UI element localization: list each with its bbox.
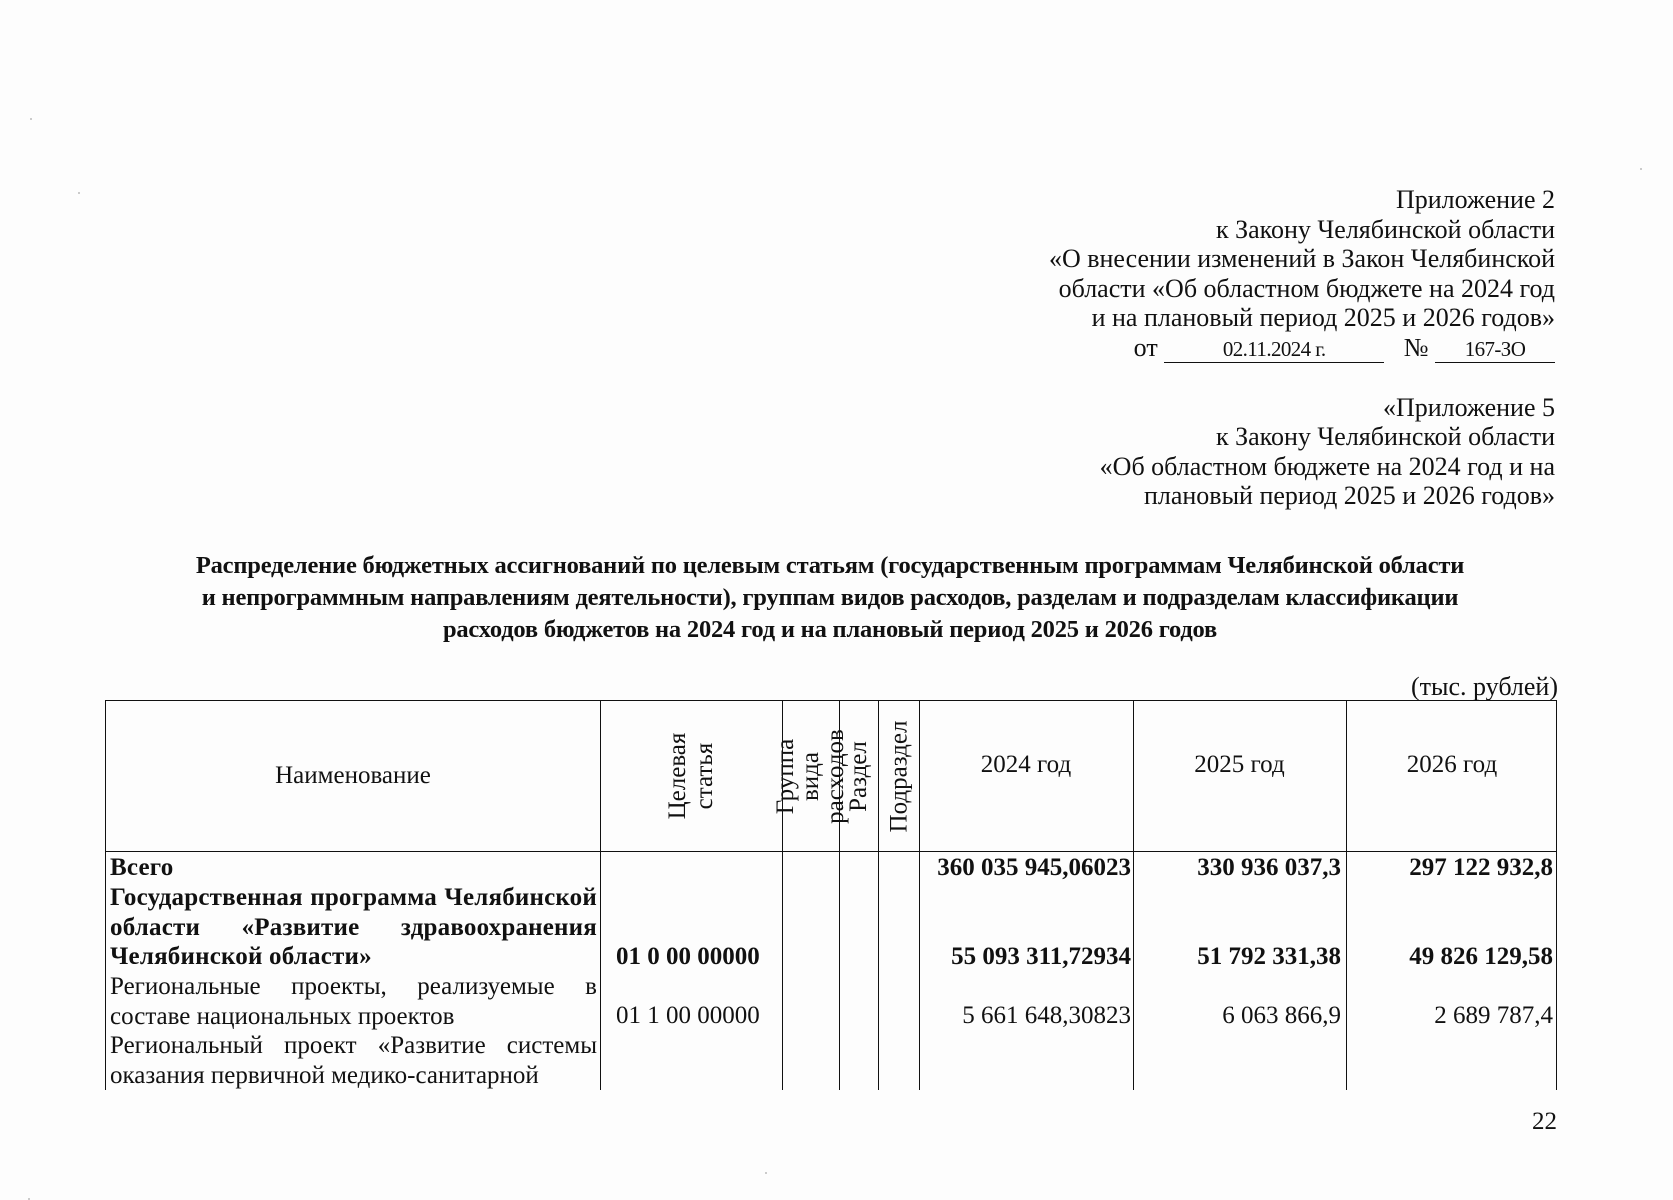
number-prefix: № — [1403, 332, 1429, 362]
document-title — [110, 550, 1550, 646]
row-total-2024: 360 035 945,06023 — [937, 854, 1131, 881]
column-header-2026: 2026 год — [1406, 751, 1498, 778]
header-line: «О внесении изменений в Закон Челябинской — [1048, 244, 1555, 273]
column-header-name: Наименование — [275, 762, 431, 789]
header-line: Приложение 2 — [1395, 185, 1555, 214]
column-header-2025: 2025 год — [1194, 751, 1285, 778]
column-header-subsection: Подраздел — [885, 720, 912, 832]
budget-table — [105, 700, 1557, 1090]
header-line: к Закону Челябинской области — [1215, 214, 1555, 244]
row-name-health-program: Государственная программа Челябинской области «Развитие здравоохранения Челябинской области» — [110, 884, 597, 970]
row-health-program-code: 01 0 00 00000 — [616, 943, 760, 970]
scan-speck — [30, 118, 32, 120]
header-line: и на плановый период 2025 и 2026 годов» — [1091, 303, 1555, 332]
appendix-line: плановый период 2025 и 2026 годов» — [1143, 481, 1555, 510]
column-header-expense-group: Группа вида расходов — [772, 728, 849, 824]
row-name-regional-projects: Региональные проекты, реализуемые в составе национальных проектов — [110, 973, 597, 1030]
law-date: 02.11.2024 г. — [1164, 336, 1384, 363]
row-name-total: Всего — [110, 854, 174, 881]
scan-speck — [78, 192, 80, 194]
law-date-line — [835, 333, 1555, 363]
column-header-2024: 2024 год — [980, 751, 1072, 778]
row-total-2026: 297 122 932,8 — [1409, 854, 1553, 881]
units-label: (тыс. рублей) — [1410, 672, 1558, 701]
header-line: области «Об областном бюджете на 2024 год — [1058, 273, 1555, 303]
row-total-2025: 330 936 037,3 — [1197, 854, 1341, 881]
title-line: и непрограммным направлениям деятельности), группам видов расходов, разделам и подразделам классификации — [201, 584, 1459, 611]
row-regional-projects-2026: 2 689 787,4 — [1434, 1002, 1553, 1029]
appendix-line: к Закону Челябинской области — [1215, 422, 1555, 451]
scan-speck — [1640, 168, 1642, 170]
row-health-program-2025: 51 792 331,38 — [1197, 943, 1341, 970]
page-number: 22 — [1532, 1108, 1557, 1135]
row-regional-projects-2025: 6 063 866,9 — [1222, 1002, 1341, 1029]
column-header-section: Раздел — [845, 740, 872, 812]
row-name-regional-project-primary-care: Региональный проект «Развитие системы оказания первичной медико-санитарной — [110, 1032, 597, 1089]
row-regional-projects-2024: 5 661 648,30823 — [962, 1002, 1131, 1029]
row-health-program-2024: 55 093 311,72934 — [951, 943, 1131, 970]
title-line: расходов бюджетов на 2024 год и на плановый период 2025 и 2026 годов — [442, 616, 1218, 643]
appendix-line: «Об областном бюджете на 2024 год и на — [1099, 451, 1555, 481]
law-number: 167-ЗО — [1435, 336, 1555, 363]
appendix-line: «Приложение 5 — [1382, 392, 1555, 422]
date-prefix: от — [1133, 332, 1158, 362]
row-regional-projects-code: 01 1 00 00000 — [616, 1002, 760, 1029]
row-health-program-2026: 49 826 129,58 — [1409, 943, 1553, 970]
title-line: Распределение бюджетных ассигнований по целевым статьям (государственным программам Челябинской области — [195, 552, 1465, 579]
scan-speck — [765, 1172, 767, 1174]
column-header-target-article: Целевая статья — [664, 732, 718, 820]
appendix-header — [835, 185, 1555, 511]
